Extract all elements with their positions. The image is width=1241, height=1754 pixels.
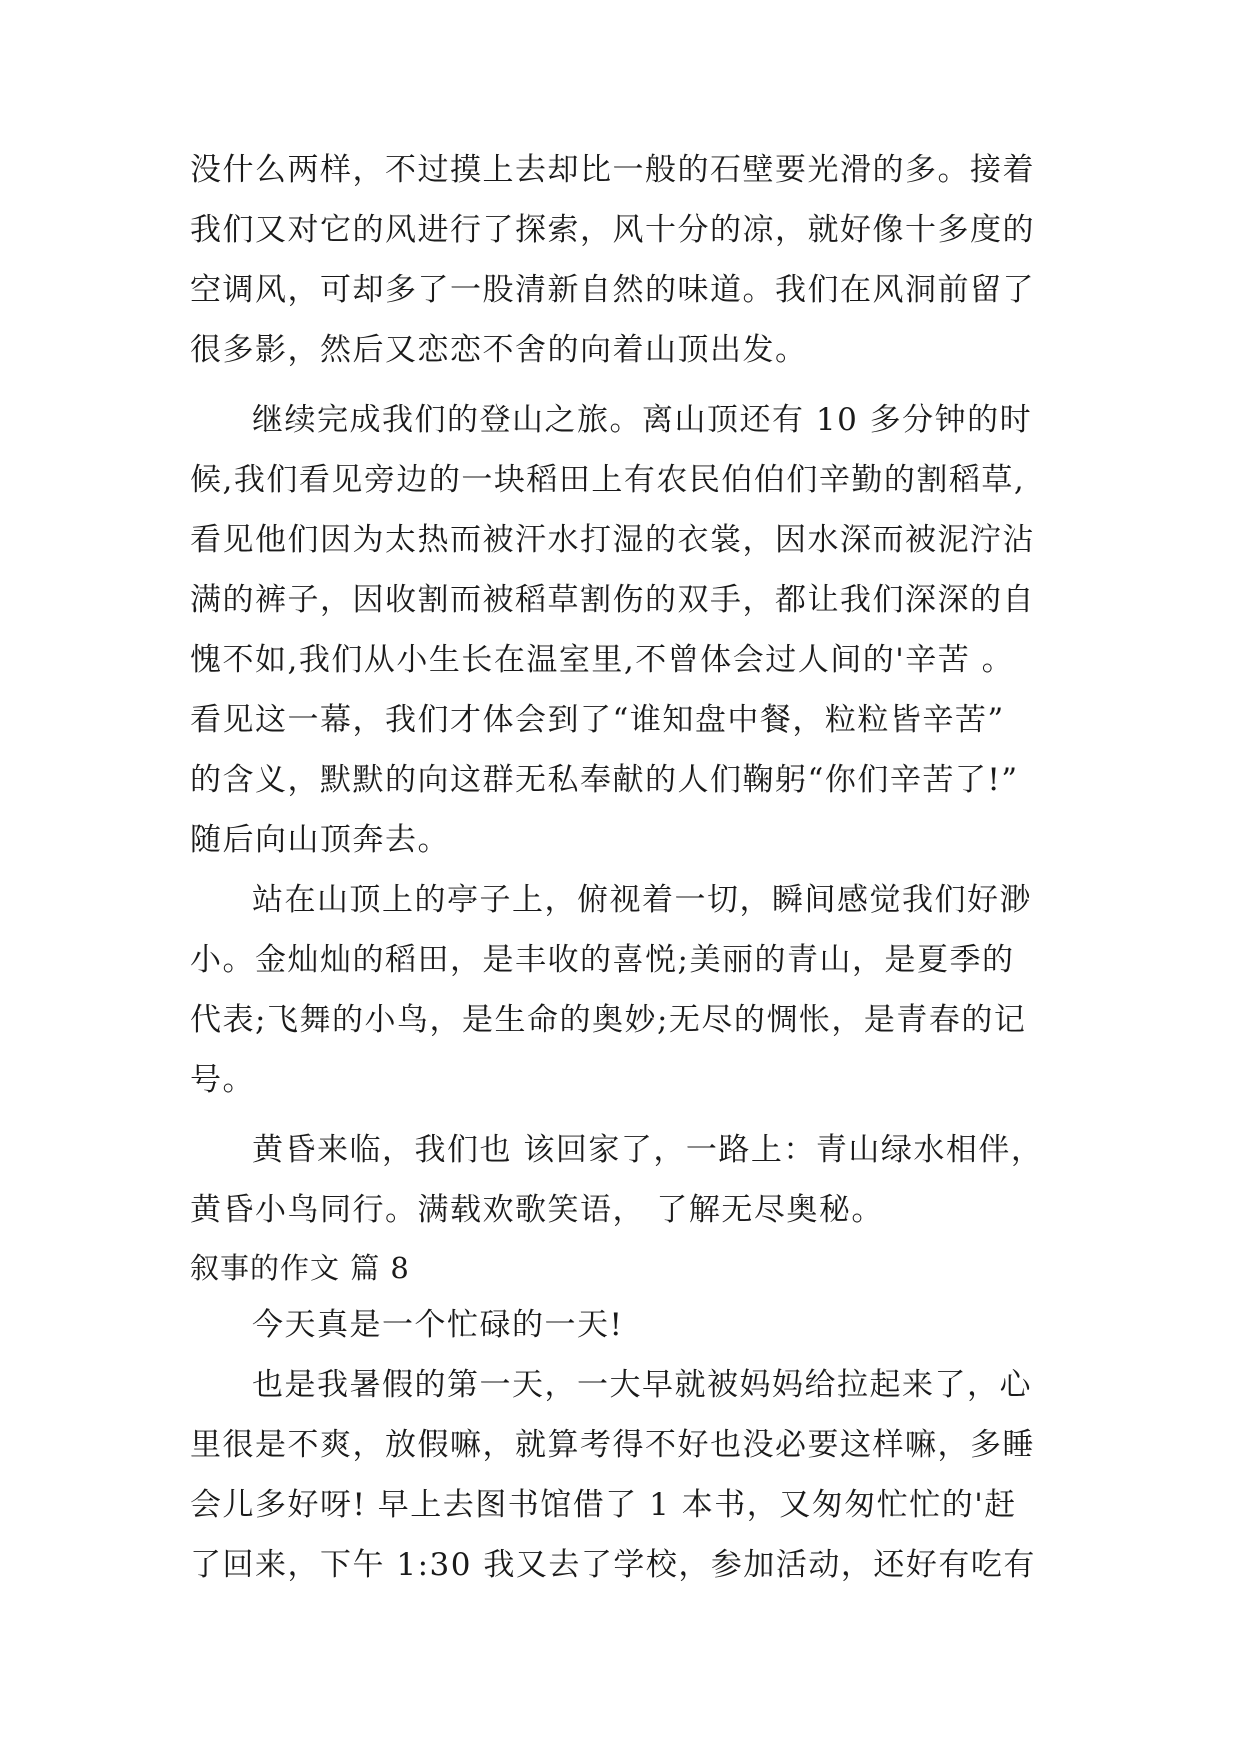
paragraph-first-line: 今天真是一个忙碌的一天! [252, 1307, 624, 1343]
text-line: 没什么两样，不过摸上去却比一般的石壁要光滑的多。接着 [190, 152, 1035, 188]
text-line: 空调风，可却多了一股清新自然的味道。我们在风洞前留了 [190, 272, 1035, 308]
text-line: 看见他们因为太热而被汗水打湿的衣裳，因水深而被泥泞沾 [190, 522, 1035, 558]
paragraph-first-line: 继续完成我们的登山之旅。离山顶还有 10 多分钟的时 [252, 402, 1033, 438]
text-line: 随后向山顶奔去。 [190, 822, 450, 858]
text-line: 候,我们看见旁边的一块稻田上有农民伯伯们辛勤的割稻草, [190, 462, 1026, 498]
text-line: 里很是不爽，放假嘛，就算考得不好也没必要这样嘛，多睡 [190, 1427, 1035, 1463]
text-line: 了回来，下午 1:30 我又去了学校，参加活动，还好有吃有 [190, 1547, 1036, 1583]
text-line: 号。 [190, 1062, 255, 1098]
text-line: 代表;飞舞的小鸟，是生命的奥妙;无尽的惆怅，是青春的记 [190, 1002, 1027, 1038]
text-line: 满的裤子，因收割而被稻草割伤的双手，都让我们深深的自 [190, 582, 1035, 618]
text-line: 看见这一幕，我们才体会到了“谁知盘中餐，粒粒皆辛苦” [190, 702, 1005, 738]
paragraph-first-line: 黄昏来临，我们也 该回家了，一路上：青山绿水相伴， [252, 1132, 1044, 1168]
text-line: 我们又对它的风进行了探索，风十分的凉，就好像十多度的 [190, 212, 1035, 248]
text-line: 小。金灿灿的稻田，是丰收的喜悦;美丽的青山，是夏季的 [190, 942, 1015, 978]
text-line: 的含义，默默的向这群无私奉献的人们鞠躬“你们辛苦了!” [190, 762, 1019, 798]
text-line: 黄昏小鸟同行。满载欢歌笑语， 了解无尽奥秘。 [190, 1192, 884, 1228]
text-line: 愧不如,我们从小生长在温室里,不曾体会过人间的'辛苦 。 [190, 642, 1015, 678]
text-line: 很多影，然后又恋恋不舍的向着山顶出发。 [190, 332, 808, 368]
section-heading: 叙事的作文 篇 8 [190, 1251, 410, 1285]
paragraph-first-line: 也是我暑假的第一天，一大早就被妈妈给拉起来了，心 [252, 1367, 1032, 1403]
text-line: 会儿多好呀! 早上去图书馆借了 1 本书，又匆匆忙忙的'赶 [190, 1487, 1017, 1523]
paragraph-first-line: 站在山顶上的亭子上，俯视着一切，瞬间感觉我们好渺 [252, 882, 1032, 918]
